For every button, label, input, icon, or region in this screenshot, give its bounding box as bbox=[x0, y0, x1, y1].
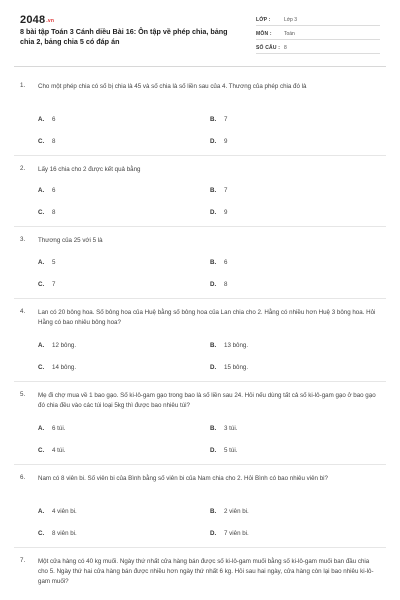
question-text: Mẹ đi chợ mua về 1 bao gạo. Số ki-lô-gam gạo trong bao là số liền sau 24. Hỏi nếu dùng tất cả số ki-lô-gam gạo ở bao gạo đó chia đều vào các túi loại 5kg thì được bao nhiêu túi? bbox=[38, 392, 376, 409]
page-title: 8 bài tập Toán 3 Cánh diều Bài 16: Ôn tập về phép chia, bảng chia 2, bảng chia 5 có đáp án bbox=[20, 27, 228, 46]
question-divider bbox=[14, 547, 386, 548]
meta-lop-label: LỚP : bbox=[256, 17, 271, 23]
question-text: Cho một phép chia có số bị chia là 45 và số chia là số liền sau của 4. Thương của phép chia đó là bbox=[38, 83, 307, 90]
question-number: 3. bbox=[20, 236, 26, 243]
meta-socau-label: SỐ CÂU : bbox=[256, 45, 281, 51]
option-b[interactable]: B. 7 bbox=[210, 187, 228, 194]
option-d[interactable]: D. 15 bông. bbox=[210, 364, 249, 371]
question-text: Một cửa hàng có 40 kg muối. Ngày thứ nhất cửa hàng bán được số ki-lô-gam muối bằng số ki-lô-gam muối ban đầu chia cho 5. Ngày thứ hai cửa hàng bán được nhiều hơn ngày thứ nhất 6 kg. Hỏi sau hai ngày, cửa hàng còn lại bao nhiêu ki-lô-gam muối? bbox=[38, 558, 374, 585]
meta-lop-value: Lớp 3 bbox=[284, 17, 298, 23]
meta-lop bbox=[256, 14, 380, 26]
option-a[interactable]: A. 4 viên bi. bbox=[38, 508, 77, 515]
question-divider bbox=[14, 226, 386, 227]
question-text: Nam có 8 viên bi. Số viên bi của Bình bằng số viên bi của Nam chia cho 2. Hỏi Bình có bao nhiêu viên bi? bbox=[38, 475, 328, 482]
question-divider bbox=[14, 464, 386, 465]
meta-mon-label: MÔN : bbox=[256, 31, 272, 37]
option-c[interactable]: C. 8 bbox=[38, 138, 56, 145]
question-divider bbox=[14, 155, 386, 156]
question-number: 1. bbox=[20, 82, 26, 89]
option-d[interactable]: D. 9 bbox=[210, 209, 228, 216]
site-logo[interactable]: 2048.vn bbox=[20, 14, 55, 26]
option-a[interactable]: A. 6 bbox=[38, 116, 56, 123]
page-header bbox=[0, 0, 400, 62]
option-d[interactable]: D. 7 viên bi. bbox=[210, 530, 249, 537]
option-b[interactable]: B. 3 túi. bbox=[210, 425, 238, 432]
meta-mon bbox=[256, 28, 380, 40]
question-divider bbox=[14, 381, 386, 382]
option-b[interactable]: B. 6 bbox=[210, 259, 228, 266]
option-a[interactable]: A. 6 bbox=[38, 187, 56, 194]
option-d[interactable]: D. 8 bbox=[210, 281, 228, 288]
option-c[interactable]: C. 14 bông. bbox=[38, 364, 77, 371]
question-divider bbox=[14, 298, 386, 299]
option-b[interactable]: B. 2 viên bi. bbox=[210, 508, 249, 515]
option-a[interactable]: A. 12 bông. bbox=[38, 342, 77, 349]
option-c[interactable]: C. 8 bbox=[38, 209, 56, 216]
meta-socau-value: 8 bbox=[284, 45, 287, 51]
option-b[interactable]: B. 13 bông. bbox=[210, 342, 249, 349]
question-text: Thương của 25 với 5 là bbox=[38, 237, 103, 244]
option-b[interactable]: B. 7 bbox=[210, 116, 228, 123]
question-number: 5. bbox=[20, 391, 26, 398]
meta-mon-value: Toán bbox=[284, 31, 295, 37]
option-c[interactable]: C. 4 túi. bbox=[38, 447, 66, 454]
header-divider bbox=[14, 66, 386, 67]
question-number: 7. bbox=[20, 557, 26, 564]
meta-socau bbox=[256, 42, 380, 54]
question-number: 2. bbox=[20, 165, 26, 172]
option-a[interactable]: A. 5 bbox=[38, 259, 56, 266]
question-number: 4. bbox=[20, 308, 26, 315]
question-number: 6. bbox=[20, 474, 26, 481]
option-a[interactable]: A. 6 túi. bbox=[38, 425, 66, 432]
option-d[interactable]: D. 9 bbox=[210, 138, 228, 145]
question-text: Lan có 20 bông hoa. Số bông hoa của Huệ bằng số bông hoa của Lan chia cho 2. Hằng có nhiều hơn Huệ 3 bông hoa. Hỏi Hằng có bao nhiêu bông hoa? bbox=[38, 309, 376, 326]
option-d[interactable]: D. 5 túi. bbox=[210, 447, 238, 454]
option-c[interactable]: C. 8 viên bi. bbox=[38, 530, 77, 537]
option-c[interactable]: C. 7 bbox=[38, 281, 56, 288]
question-text: Lấy 16 chia cho 2 được kết quả bằng bbox=[38, 166, 141, 173]
